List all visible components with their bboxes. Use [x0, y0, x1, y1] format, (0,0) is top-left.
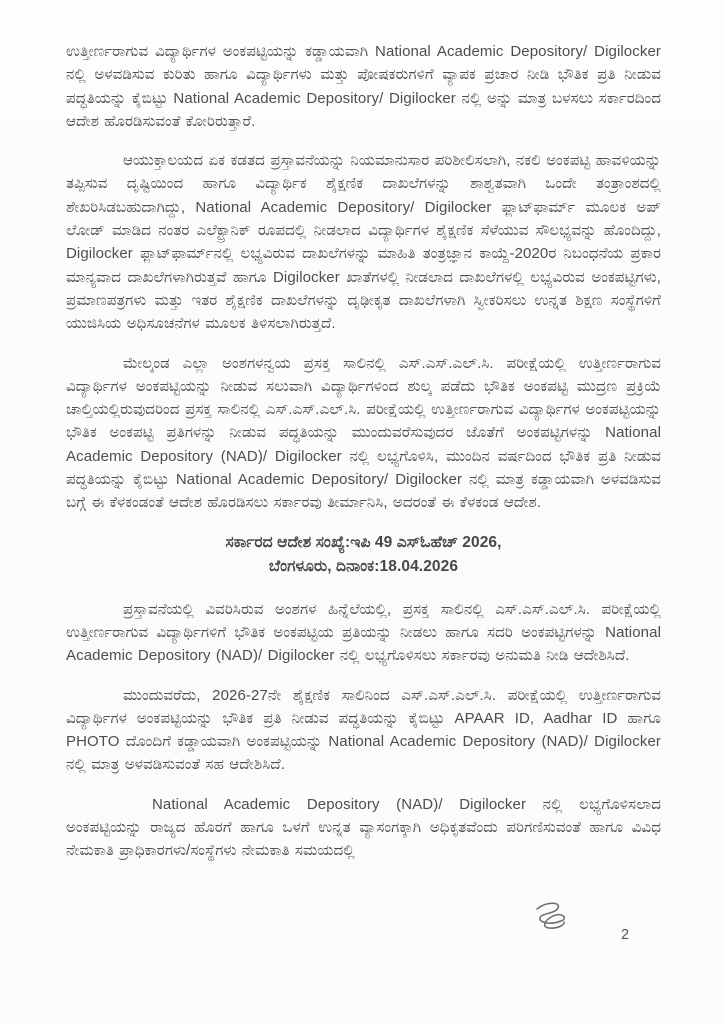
- order-number-heading: [66, 531, 661, 580]
- page-number: 2: [621, 927, 630, 943]
- order-number-line: ಸರ್ಕಾರದ ಆದೇಶ ಸಂಖ್ಯೆ:ಇಪಿ 49 ಎಸ್‌ಓಹೆಚ್ 2026,: [225, 533, 502, 551]
- paragraph-continuation-from-previous-page: ಉತ್ತೀರ್ಣರಾಗುವ ವಿದ್ಯಾರ್ಥಿಗಳ ಅಂಕಪಟ್ಟಿಯನ್ನು ಕಡ್ಡಾಯವಾಗಿ National Academic Depository/ Digilocker ನಲ್ಲಿ ಅಳವಡಿಸುವ ಕುರಿತು ಹಾಗೂ ವಿದ್ಯಾರ್ಥಿಗಳು ಮತ್ತು ಪೋಷಕರುಗಳಿಗೆ ವ್ಯಾಪಕ ಪ್ರಚಾರ ನೀಡಿ ಭೌತಿಕ ಪ್ರತಿ ನೀಡುವ ಪದ್ಧತಿಯನ್ನು ಕೈಬಿಟ್ಟು National Academic Depository/ Digilocker ನಲ್ಲಿ ಅನ್ನು ಮಾತ್ರ ಬಳಸಲು ಸರ್ಕಾರದಿಂದ ಆದೇಶ ಹೊರಡಿಸುವಂತೆ ಕೋರಿರುತ್ತಾರೆ.: [66, 43, 661, 130]
- paragraph-recognition-clause: National Academic Depository (NAD)/ Digilocker ನಲ್ಲಿ ಲಭ್ಯಗೊಳಿಸಲಾದ ಅಂಕಪಟ್ಟಿಯನ್ನು ರಾಜ್ಯದ ಹೊರಗೆ ಹಾಗೂ ಒಳಗೆ ಉನ್ನತ ವ್ಯಾಸಂಗಕ್ಕಾಗಿ ಅಧಿಕೃತವೆಂದು ಪರಿಗಣಿಸುವಂತೆ ಹಾಗೂ ವಿವಿಧ ನೇಮಕಾತಿ ಪ್ರಾಧಿಕಾರಗಳು/ಸಂಸ್ಥೆಗಳು ನೇಮಕಾತಿ ಸಮಯದಲ್ಲಿ: [66, 795, 661, 860]
- paragraph-order-next-year: ಮುಂದುವರೆದು, 2026-27ನೇ ಶೈಕ್ಷಣಿಕ ಸಾಲಿನಿಂದ ಎಸ್.ಎಸ್.ಎಲ್.ಸಿ. ಪರೀಕ್ಷೆಯಲ್ಲಿ ಉತ್ತೀರ್ಣರಾಗುವ ವಿದ್ಯಾರ್ಥಿಗಳ ಅಂಕಪಟ್ಟಿಯನ್ನು ಭೌತಿಕ ಪ್ರತಿ ನೀಡುವ ಪದ್ಧತಿಯನ್ನು ಕೈಬಿಟ್ಟು APAAR ID, Aadhar ID ಹಾಗೂ PHOTO ದೊಂದಿಗೆ ಕಡ್ಡಾಯವಾಗಿ ಅಂಕಪಟ್ಟಿಯನ್ನು National Academic Depository (NAD)/ Digilocker ನಲ್ಲಿ ಮಾತ್ರ ಅಳವಡಿಸುವಂತೆ ಸಹ ಆದೇಶಿಸಿದೆ.: [66, 686, 661, 774]
- paragraph-proposal-review: ಆಯುಕ್ತಾಲಯದ ಏಕ ಕಡತದ ಪ್ರಸ್ತಾವನೆಯನ್ನು ನಿಯಮಾನುಸಾರ ಪರಿಶೀಲಿಸಲಾಗಿ, ನಕಲಿ ಅಂಕಪಟ್ಟಿ ಹಾವಳಿಯನ್ನು ತಪ್ಪಿಸುವ ದೃಷ್ಟಿಯಿಂದ ಹಾಗೂ ವಿದ್ಯಾರ್ಥಿಕ ಶೈಕ್ಷಣಿಕ ದಾಖಲೆಗಳನ್ನು ಶಾಶ್ವತವಾಗಿ ಒಂದೇ ತಂತ್ರಾಂಶದಲ್ಲಿ ಶೇಖರಿಸಿಡಬಹುದಾಗಿದ್ದು, National Academic Depository/ Digilocker ಫ್ಲಾಟ್‌ಫಾರ್ಮ್ ಮೂಲಕ ಅಪ್ ಲೋಡ್ ಮಾಡಿದ ನಂತರ ಎಲೆಕ್ಟ್ರಾನಿಕ್ ರೂಪದಲ್ಲಿ ನೀಡಲಾದ ವಿದ್ಯಾರ್ಥಿಗಳ ಶೈಕ್ಷಣಿಕ ಸೆಳೆಯುವ ಸೌಲಭ್ಯವನ್ನು ಹೊಂದಿದ್ದು, Digilocker ಫ್ಲಾಟ್‌ಫಾರ್ಮ್‌ನಲ್ಲಿ ಲಭ್ಯವಿರುವ ದಾಖಲೆಗಳನ್ನು ಮಾಹಿತಿ ತಂತ್ರಜ್ಞಾನ ಕಾಯ್ದೆ-2020ರ ನಿಬಂಧನೆಯ ಪ್ರಕಾರ ಮಾನ್ಯವಾದ ದಾಖಲೆಗಳಾಗಿರುತ್ತವೆ ಹಾಗೂ Digilocker ಖಾತೆಗಳಲ್ಲಿ ನೀಡಲಾದ ದಾಖಲೆಗಳಲ್ಲಿ ಲಭ್ಯವಿರುವ ಅಂಕಪಟ್ಟಿಗಳು, ಪ್ರಮಾಣಪತ್ರಗಳು ಮತ್ತು ಇತರ ಶೈಕ್ಷಣಿಕ ದಾಖಲೆಗಳನ್ನು ದೃಢೀಕೃತ ದಾಖಲೆಗಳಾಗಿ ಸ್ವೀಕರಿಸಲು ಉನ್ನತ ಶಿಕ್ಷಣ ಸಂಸ್ಥೆಗಳಿಗೆ ಯುಜಿಸಿಯ ಅಧಿಸೂಚನೆಗಳ ಮೂಲಕ ತಿಳಿಸಲಾಗಿರುತ್ತದೆ.: [66, 152, 661, 333]
- paragraph-decision-preamble: ಮೇಲ್ಕಂಡ ಎಲ್ಲಾ ಅಂಶಗಳನ್ವಯ ಪ್ರಸಕ್ತ ಸಾಲಿನಲ್ಲಿ ಎಸ್.ಎಸ್.ಎಲ್.ಸಿ. ಪರೀಕ್ಷೆಯಲ್ಲಿ ಉತ್ತೀರ್ಣರಾಗುವ ವಿದ್ಯಾರ್ಥಿಗಳ ಅಂಕಪಟ್ಟಿಯನ್ನು ನೀಡುವ ಸಲುವಾಗಿ ವಿದ್ಯಾರ್ಥಿಗಳಿಂದ ಶುಲ್ಕ ಪಡೆದು ಭೌತಿಕ ಅಂಕಪಟ್ಟಿ ಮುದ್ರಣ ಪ್ರಕ್ರಿಯೆ ಚಾಲ್ತಿಯಲ್ಲಿರುವುದರಿಂದ ಪ್ರಸಕ್ತ ಸಾಲಿನಲ್ಲಿ ಎಸ್.ಎಸ್.ಎಲ್.ಸಿ. ಪರೀಕ್ಷೆಯಲ್ಲಿ ಉತ್ತೀರ್ಣರಾಗುವ ವಿದ್ಯಾರ್ಥಿಗಳ ಅಂಕಪಟ್ಟಿಯನ್ನು ಭೌತಿಕ ಅಂಕಪಟ್ಟಿ ಪ್ರತಿಗಳನ್ನು ನೀಡುವ ಪದ್ಧತಿಯನ್ನು ಮುಂದುವರೆಸುವುದರ ಜೊತೆಗೆ ಅಂಕಪಟ್ಟಿಗಳನ್ನು National Academic Depository (NAD)/ Digilocker ನಲ್ಲಿ ಲಭ್ಯಗೊಳಿಸಿ, ಮುಂದಿನ ವರ್ಷದಿಂದ ಭೌತಿಕ ಪ್ರತಿ ನೀಡುವ ಪದ್ಧತಿಯನ್ನು ಕೈಬಿಟ್ಟು National Academic Depository/ Digilocker ನಲ್ಲಿ ಮಾತ್ರ ಕಡ್ಡಾಯವಾಗಿ ಅಳವಡಿಸುವ ಬಗ್ಗೆ ಈ ಕೆಳಕಂಡಂತೆ ಆದೇಶ ಹೊರಡಿಸಲು ಸರ್ಕಾರವು ತೀರ್ಮಾನಿಸಿ, ಅದರಂತೆ ಈ ಕೆಳಕಂಡ ಆದೇಶ.: [66, 354, 661, 512]
- paragraph-order-current-year: ಪ್ರಸ್ತಾವನೆಯಲ್ಲಿ ವಿವರಿಸಿರುವ ಅಂಶಗಳ ಹಿನ್ನೆಲೆಯಲ್ಲಿ, ಪ್ರಸಕ್ತ ಸಾಲಿನಲ್ಲಿ ಎಸ್.ಎಸ್.ಎಲ್.ಸಿ. ಪರೀಕ್ಷೆಯಲ್ಲಿ ಉತ್ತೀರ್ಣರಾಗುವ ವಿದ್ಯಾರ್ಥಿಗಳಿಗೆ ಭೌತಿಕ ಅಂಕಪಟ್ಟಿಯ ಪ್ರತಿಯನ್ನು ನೀಡಲು ಹಾಗೂ ಸದರಿ ಅಂಕಪಟ್ಟಿಗಳನ್ನು National Academic Depository (NAD)/ Digilocker ನಲ್ಲಿ ಲಭ್ಯಗೊಳಿಸಲು ಸರ್ಕಾರವು ಅನುಮತಿ ನೀಡಿ ಆದೇಶಿಸಿದೆ.: [66, 600, 661, 665]
- order-place-date-line: ಬೆಂಗಳೂರು, ದಿನಾಂಕ:18.04.2026: [268, 558, 459, 576]
- signature-scribble-icon: [531, 899, 597, 931]
